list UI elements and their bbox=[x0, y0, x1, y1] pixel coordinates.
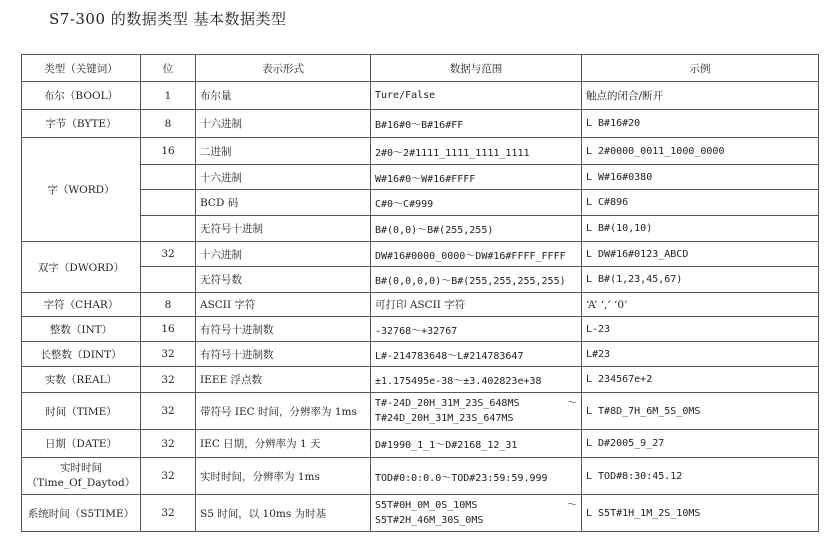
range-start: S5T#0H_0M_0S_10MS bbox=[375, 500, 478, 511]
type-line-1: 实时时间 bbox=[60, 462, 102, 474]
cell-bits: 32 bbox=[141, 367, 196, 393]
cell-form: 有符号十进制数 bbox=[196, 317, 371, 342]
type-line-2: （Time_Of_Daytod） bbox=[26, 477, 136, 489]
table-row bbox=[22, 393, 819, 430]
cell-example: L DW#16#0123_ABCD bbox=[582, 242, 819, 267]
table-row bbox=[22, 293, 819, 317]
cell-form: 十六进制 bbox=[196, 110, 371, 138]
cell-range bbox=[371, 393, 582, 430]
cell-example: ‘A’ ‘,’ ‘0’ bbox=[582, 293, 819, 317]
header-type: 类型（关键词） bbox=[22, 55, 141, 82]
cell-type bbox=[22, 458, 141, 495]
range-end: S5T#2H_46M_30S_0MS bbox=[375, 515, 484, 526]
cell-form: 二进制 bbox=[196, 138, 371, 165]
cell-range: 2#0～2#1111_1111_1111_1111 bbox=[371, 138, 582, 165]
table-row bbox=[22, 495, 819, 532]
cell-type: 字（WORD） bbox=[22, 138, 141, 242]
table-row bbox=[22, 165, 819, 190]
cell-form: 带符号 IEC 时间，分辨率为 1ms bbox=[196, 393, 371, 430]
cell-type: 系统时间（S5TIME） bbox=[22, 495, 141, 532]
cell-form: 无符号十进制 bbox=[196, 216, 371, 242]
table-row bbox=[22, 317, 819, 342]
cell-range: L#-214783648～L#214783647 bbox=[371, 342, 582, 367]
table-row bbox=[22, 367, 819, 393]
cell-example: L TOD#8:30:45.12 bbox=[582, 458, 819, 495]
cell-form: 无符号数 bbox=[196, 267, 371, 293]
cell-bits: 16 bbox=[141, 317, 196, 342]
cell-form: 有符号十进制数 bbox=[196, 342, 371, 367]
cell-form: ASCII 字符 bbox=[196, 293, 371, 317]
cell-form: 十六进制 bbox=[196, 165, 371, 190]
cell-example: L#23 bbox=[582, 342, 819, 367]
cell-range: B#(0,0,0,0)～B#(255,255,255,255) bbox=[371, 267, 582, 293]
cell-form: 十六进制 bbox=[196, 242, 371, 267]
cell-type: 双字（DWORD） bbox=[22, 242, 141, 293]
cell-bits-empty bbox=[141, 267, 196, 293]
cell-example: L T#8D_7H_6M_5S_0MS bbox=[582, 393, 819, 430]
cell-example: L 234567e+2 bbox=[582, 367, 819, 393]
cell-type: 日期（DATE） bbox=[22, 430, 141, 458]
cell-form: IEC 日期，分辨率为 1 天 bbox=[196, 430, 371, 458]
cell-range: D#1990_1_1～D#2168_12_31 bbox=[371, 430, 582, 458]
cell-range: ±1.175495e-38～±3.402823e+38 bbox=[371, 367, 582, 393]
cell-bits-empty bbox=[141, 165, 196, 190]
cell-example: L W#16#0380 bbox=[582, 165, 819, 190]
range-tilde: ～ bbox=[567, 398, 577, 409]
cell-range: DW#16#0000_0000～DW#16#FFFF_FFFF bbox=[371, 242, 582, 267]
cell-bits-empty bbox=[141, 216, 196, 242]
table-row bbox=[22, 430, 819, 458]
cell-example: L D#2005_9_27 bbox=[582, 430, 819, 458]
table-row bbox=[22, 110, 819, 138]
table-row bbox=[22, 216, 819, 242]
cell-bits: 16 bbox=[141, 138, 196, 165]
cell-bits: 32 bbox=[141, 495, 196, 532]
cell-form: 布尔量 bbox=[196, 82, 371, 110]
cell-example: L B#(1,23,45,67) bbox=[582, 267, 819, 293]
header-example: 示例 bbox=[582, 55, 819, 82]
cell-range: B#16#0～B#16#FF bbox=[371, 110, 582, 138]
cell-range: C#0～C#999 bbox=[371, 190, 582, 216]
header-range: 数据与范围 bbox=[371, 55, 582, 82]
cell-bits: 1 bbox=[141, 82, 196, 110]
cell-range: 可打印 ASCII 字符 bbox=[371, 293, 582, 317]
cell-example: L B#(10,10) bbox=[582, 216, 819, 242]
header-form: 表示形式 bbox=[196, 55, 371, 82]
table-row bbox=[22, 242, 819, 267]
cell-bits: 32 bbox=[141, 342, 196, 367]
table-header-row bbox=[22, 55, 819, 82]
range-start: T#-24D_20H_31M_23S_648MS bbox=[375, 398, 520, 409]
cell-bits: 32 bbox=[141, 458, 196, 495]
cell-range: -32768～+32767 bbox=[371, 317, 582, 342]
cell-form: BCD 码 bbox=[196, 190, 371, 216]
table-row bbox=[22, 82, 819, 110]
cell-type: 字符（CHAR） bbox=[22, 293, 141, 317]
cell-example: L C#896 bbox=[582, 190, 819, 216]
cell-bits: 8 bbox=[141, 110, 196, 138]
cell-example: L 2#0000_0011_1000_0000 bbox=[582, 138, 819, 165]
range-tilde: ～ bbox=[567, 500, 577, 511]
cell-type: 字节（BYTE） bbox=[22, 110, 141, 138]
cell-example: L B#16#20 bbox=[582, 110, 819, 138]
cell-bits: 32 bbox=[141, 430, 196, 458]
cell-form: S5 时间，以 10ms 为时基 bbox=[196, 495, 371, 532]
table-row bbox=[22, 190, 819, 216]
range-end: T#24D_20H_31M_23S_647MS bbox=[375, 413, 514, 424]
cell-bits: 32 bbox=[141, 393, 196, 430]
cell-bits-empty bbox=[141, 190, 196, 216]
cell-bits: 8 bbox=[141, 293, 196, 317]
data-types-table bbox=[21, 54, 819, 532]
header-bits: 位 bbox=[141, 55, 196, 82]
table-row bbox=[22, 342, 819, 367]
cell-type: 布尔（BOOL） bbox=[22, 82, 141, 110]
cell-range: W#16#0～W#16#FFFF bbox=[371, 165, 582, 190]
cell-example: 触点的闭合/断开 bbox=[582, 82, 819, 110]
cell-range: Ture/False bbox=[371, 82, 582, 110]
cell-range: TOD#0:0:0.0～TOD#23:59:59.999 bbox=[371, 458, 582, 495]
cell-form: 实时时间，分辨率为 1ms bbox=[196, 458, 371, 495]
cell-form: IEEE 浮点数 bbox=[196, 367, 371, 393]
page-title: S7-300 的数据类型 基本数据类型 bbox=[49, 10, 287, 28]
table-row bbox=[22, 458, 819, 495]
cell-example: L-23 bbox=[582, 317, 819, 342]
table-row bbox=[22, 267, 819, 293]
cell-bits: 32 bbox=[141, 242, 196, 267]
cell-range: B#(0,0)～B#(255,255) bbox=[371, 216, 582, 242]
cell-range bbox=[371, 495, 582, 532]
table-row bbox=[22, 138, 819, 165]
cell-type: 实数（REAL） bbox=[22, 367, 141, 393]
cell-type: 时间（TIME） bbox=[22, 393, 141, 430]
cell-example: L S5T#1H_1M_2S_10MS bbox=[582, 495, 819, 532]
cell-type: 整数（INT） bbox=[22, 317, 141, 342]
cell-type: 长整数（DINT） bbox=[22, 342, 141, 367]
